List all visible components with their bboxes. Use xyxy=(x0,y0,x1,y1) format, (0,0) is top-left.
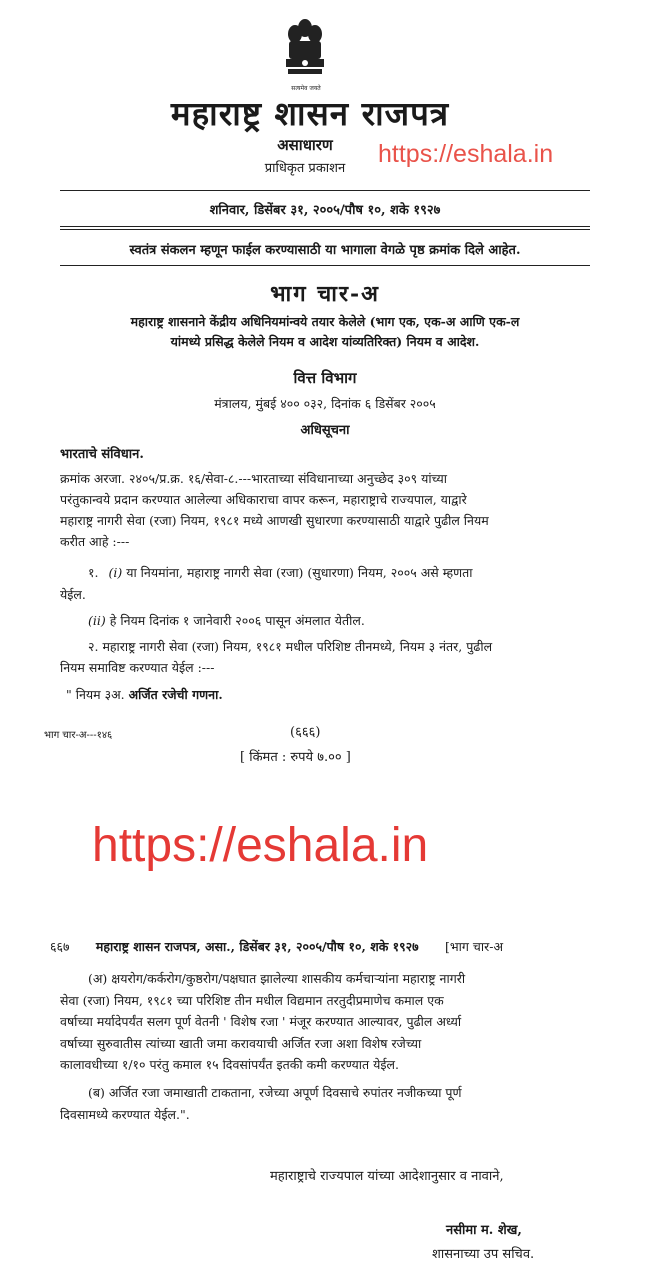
body-heading: भारताचे संविधान. xyxy=(60,447,144,462)
rule-3a-heading xyxy=(66,684,223,705)
masthead-rule-mid2 xyxy=(60,229,590,230)
part-title: भाग चार-अ xyxy=(270,281,380,307)
paragraph-line: वर्षाच्या सुरुवातीस त्यांच्या खाती जमा करावयाची अर्जित रजा अशा विशेष रजेच्या xyxy=(60,1035,422,1051)
rule-2-continued: नियम समाविष्ट करण्यात येईल :--- xyxy=(60,660,215,675)
rule-1 xyxy=(88,562,608,583)
pagination-note: स्वतंत्र संकलन म्हणून फाईल करण्यासाठी या भागाला वेगळे पृष्ठ क्रमांक दिले आहेत. xyxy=(129,243,521,258)
price-label: [ किंमत : रुपये ७.०० ] xyxy=(240,750,351,765)
running-head-title: महाराष्ट्र शासन राजपत्र, असा., डिसेंबर ३१, २००५/पौष १०, शके १९२७ xyxy=(95,939,419,954)
watermark-url-top: https://eshala.in xyxy=(378,140,554,168)
paragraph-b xyxy=(60,1082,605,1125)
section-label: [भाग चार-अ xyxy=(445,939,503,954)
rule-2: २. महाराष्ट्र नागरी सेवा (रजा) नियम, १९८१ मधील परिशिष्ट तीनमध्ये, नियम ३ नंतर, पुढील xyxy=(88,639,493,654)
paragraph-line: दिवसामध्ये करण्यात येईल.". xyxy=(60,1106,190,1122)
part-description-line: यांमध्ये प्रसिद्ध केलेले नियम व आदेश यांव्यतिरिक्त) नियम व आदेश. xyxy=(170,334,480,349)
rule-clause-label: (ii) xyxy=(88,613,106,628)
paragraph-a xyxy=(60,968,605,1076)
ashoka-emblem-icon xyxy=(280,14,330,84)
rule-1-ii xyxy=(88,610,608,631)
rule-number: १. xyxy=(88,565,99,580)
publication-date: शनिवार, डिसेंबर ३१, २००५/पौष १०, शके १९२७ xyxy=(209,203,441,218)
intro-line: महाराष्ट्र नागरी सेवा (रजा) नियम, १९८१ मध्ये आणखी सुधारणा करण्यासाठी याद्वारे पुढील नियम xyxy=(60,513,489,528)
paragraph-line: (ब) अर्जित रजा जमाखाती टाकताना, रजेच्या अपूर्ण दिवसाचे रुपांतर नजीकच्या पूर्ण xyxy=(88,1085,462,1100)
rule-1-continued: येईल. xyxy=(60,587,86,602)
part-description xyxy=(60,312,590,352)
part-page-reference: भाग चार-अ---१४६ xyxy=(44,730,113,741)
paragraph-line: (अ) क्षयरोग/कर्करोग/कुष्ठरोग/पक्षघात झालेल्या शासकीय कर्मचाऱ्यांना महाराष्ट्र नागरी xyxy=(88,971,466,986)
notification-heading: अधिसूचना xyxy=(300,423,350,438)
gazette-title: महाराष्ट्र शासन राजपत्र xyxy=(170,94,450,133)
rule-clause-text: या नियमांना, महाराष्ट्र नागरी सेवा (रजा) (सुधारणा) नियम, २००५ असे म्हणता xyxy=(126,565,473,580)
masthead-rule-bottom xyxy=(60,265,590,266)
emblem-motto: सत्यमेव जयते xyxy=(291,85,321,92)
intro-line: परंतुकान्वये प्रदान करण्यात आलेल्या अधिकाराचा वापर करून, महाराष्ट्राचे राज्यपाल, याद्वारे xyxy=(60,492,467,507)
department-name: वित्त विभाग xyxy=(293,369,357,387)
rule-3a-number: " नियम ३अ. xyxy=(66,687,125,702)
page-number: (६६६) xyxy=(290,725,321,740)
gazette-subtitle: असाधारण xyxy=(277,136,333,154)
watermark-url-middle: https://eshala.in xyxy=(92,819,429,872)
rule-3a-title: अर्जित रजेची गणना. xyxy=(128,687,223,702)
part-description-line: महाराष्ट्र शासनाने केंद्रीय अधिनियमांन्वये तयार केलेले (भाग एक, एक-अ आणि एक-ल xyxy=(130,314,520,329)
masthead-rule-mid xyxy=(60,226,590,227)
running-header xyxy=(50,938,610,955)
rule-clause-label: (i) xyxy=(108,565,123,580)
signatory-title: शासनाच्या उप सचिव. xyxy=(432,1247,535,1262)
rule-clause-text: हे नियम दिनांक १ जानेवारी २००६ पासून अंमलात येतील. xyxy=(109,613,365,628)
intro-paragraph xyxy=(60,468,600,552)
signatory-name: नसीमा म. शेख, xyxy=(446,1223,522,1238)
gazette-authority: प्राधिकृत प्रकाशन xyxy=(264,161,346,176)
intro-line: करीत आहे :--- xyxy=(60,534,130,549)
paragraph-line: कालावधीच्या १/१० परंतु कमाल १५ दिवसांपर्यंत इतकी कमी करण्यात येईल. xyxy=(60,1057,399,1072)
paragraph-line: वर्षाच्या मर्यादेपर्यंत सलग पूर्ण वेतनी ' विशेष रजा ' मंजूर करण्यात आल्यावर, पुढील अर्ध्या xyxy=(60,1014,462,1029)
masthead-rule-top xyxy=(60,190,590,191)
paragraph-line: सेवा (रजा) नियम, १९८१ च्या परिशिष्ट तीन मधील विद्यमान तरतुदीप्रमाणेच कमाल एक xyxy=(60,992,444,1008)
department-address: मंत्रालय, मुंबई ४०० ०३२, दिनांक ६ डिसेंबर २००५ xyxy=(214,396,436,411)
page-number: ६६७ xyxy=(50,939,70,954)
order-line: महाराष्ट्राचे राज्यपाल यांच्या आदेशानुसार व नावाने, xyxy=(270,1169,504,1184)
intro-line: क्रमांक अरजा. २४०५/प्र.क्र. १६/सेवा-८.---भारताच्या संविधानाच्या अनुच्छेद ३०९ यांच्या xyxy=(60,471,447,486)
